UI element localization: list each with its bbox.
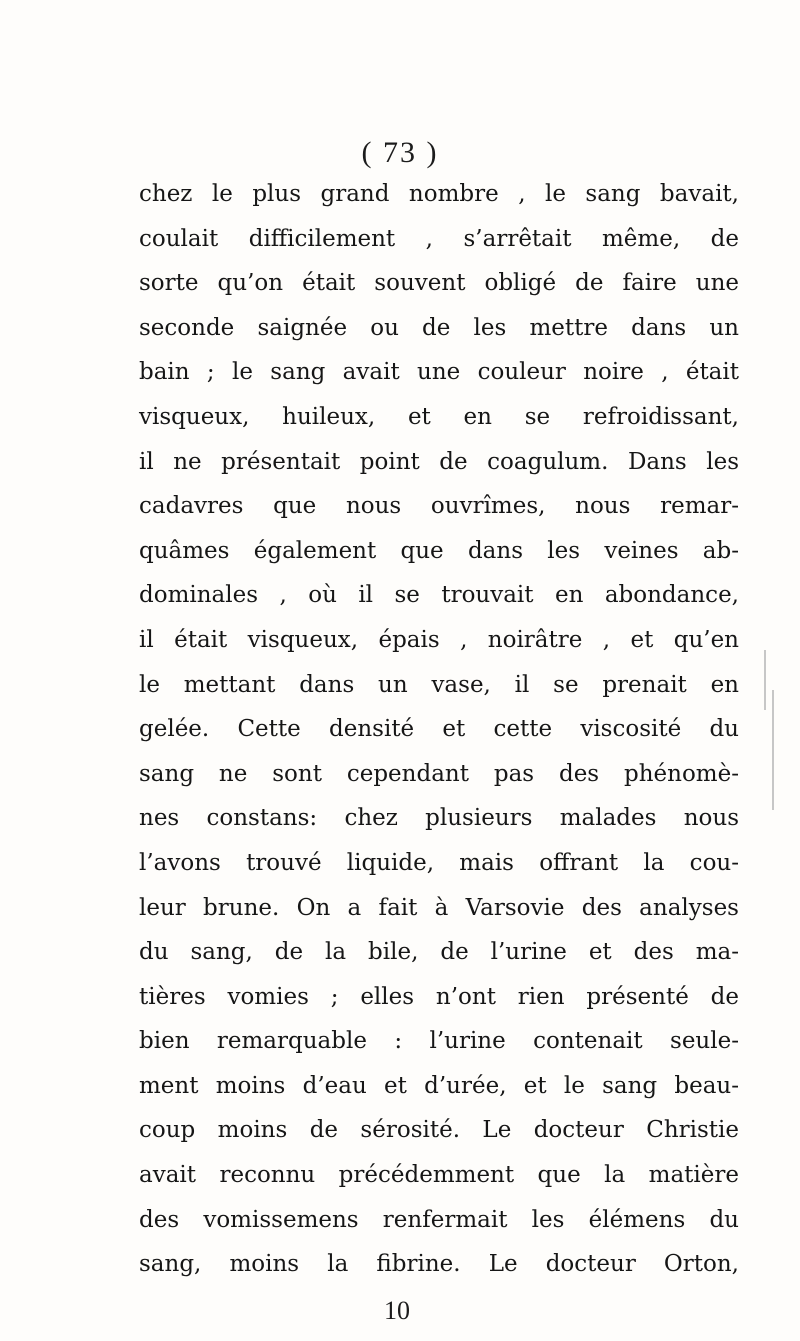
body-text: [139, 172, 739, 1287]
text-line: il était visqueux, épais , noirâtre , et qu’en: [139, 626, 739, 653]
text-line: gelée. Cette densité et cette viscosité du: [139, 716, 739, 743]
text-line: du sang, de la bile, de l’urine et des ma-: [139, 939, 739, 966]
text-line: tières vomies ; elles n’ont rien présenté de: [139, 983, 739, 1010]
text-line: sang ne sont cependant pas des phénomè-: [139, 760, 739, 787]
text-line: cadavres que nous ouvrîmes, nous remar-: [139, 493, 739, 520]
text-line: dominales , où il se trouvait en abondance,: [139, 582, 739, 609]
margin-stain: [772, 690, 774, 810]
text-line: le mettant dans un vase, il se prenait en: [139, 671, 739, 698]
text-line: ment moins d’eau et d’urée, et le sang beau-: [139, 1072, 739, 1099]
text-line: avait reconnu précédemment que la matière: [139, 1162, 739, 1189]
margin-stain: [764, 650, 766, 710]
text-line: il ne présentait point de coagulum. Dans les: [139, 448, 739, 475]
text-line: des vomissemens renfermait les élémens du: [139, 1206, 739, 1233]
text-line: quâmes également que dans les veines ab-: [139, 537, 739, 564]
text-line: coup moins de sérosité. Le docteur Christie: [139, 1117, 739, 1144]
text-line: visqueux, huileux, et en se refroidissant,: [139, 403, 739, 430]
text-line: l’avons trouvé liquide, mais offrant la cou-: [139, 849, 739, 876]
text-line: leur brune. On a fait à Varsovie des analyses: [139, 894, 739, 921]
text-line: sorte qu’on était souvent obligé de faire une: [139, 270, 739, 297]
text-line: bien remarquable : l’urine contenait seule-: [139, 1028, 739, 1055]
page-number: ( 73 ): [361, 136, 439, 169]
text-line: coulait difficilement , s’arrêtait même, de: [139, 225, 739, 252]
text-line: sang, moins la fibrine. Le docteur Orton,: [139, 1251, 739, 1278]
text-line: nes constans: chez plusieurs malades nous: [139, 805, 739, 832]
text-line: seconde saignée ou de les mettre dans un: [139, 314, 739, 341]
signature-mark: 10: [384, 1296, 410, 1325]
text-line: bain ; le sang avait une couleur noire , était: [139, 359, 739, 386]
text-line: chez le plus grand nombre , le sang bavait,: [139, 181, 739, 207]
